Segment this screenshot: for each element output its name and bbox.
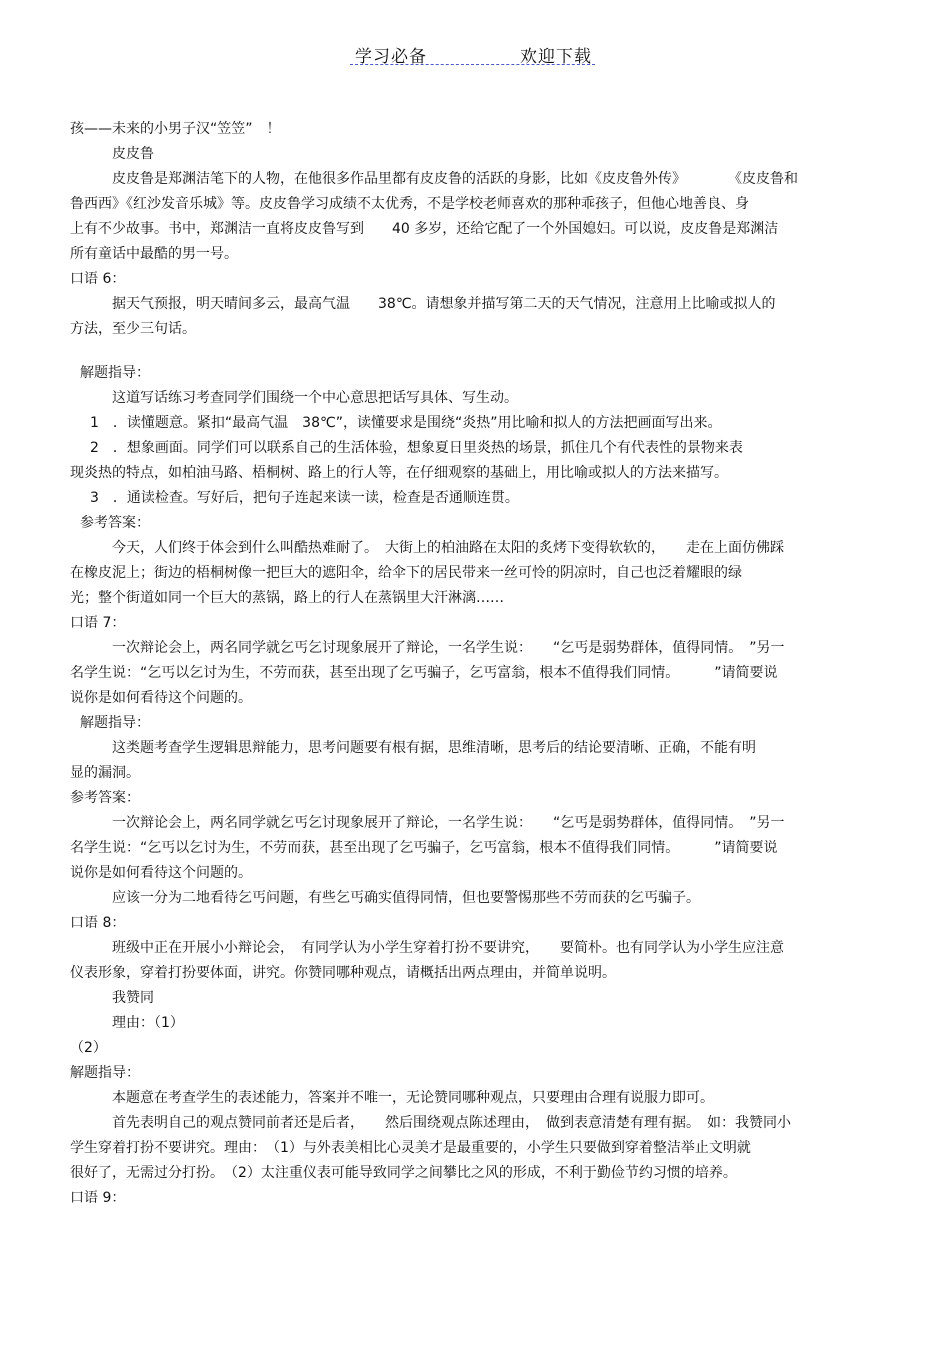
text-line: 解题指导： — [80, 715, 150, 731]
text-line: 学生穿着打扮不要讲究。理由： （1）与外表美相比心灵美才是最重要的，小学生只要做到穿着整洁举止文明就 — [70, 1140, 751, 1156]
text-line: 口语 7： — [70, 615, 126, 631]
text-line: 口语 6： — [70, 271, 126, 287]
text-line: 1 ．读懂题意。紧扣“最高气温 38℃”，读懂要求是围绕“炎热”用比喻和拟人的方法把画面写出来。 — [90, 415, 722, 431]
text-line: 上有不少故事。书中，郑渊洁一直将皮皮鲁写到 40 多岁，还给它配了一个外国媳妇。可以说，皮皮鲁是郑渊洁 — [70, 221, 779, 237]
text-line: 本题意在考查学生的表述能力，答案并不唯一，无论赞同哪种观点，只要理由合理有说服力即可。 — [112, 1090, 714, 1106]
text-line: 说你是如何看待这个问题的。 — [70, 690, 252, 706]
text-line: 参考答案： — [80, 515, 150, 531]
text-line: 解题指导： — [80, 365, 150, 381]
text-line: 很好了，无需过分打扮。 （2）太注重仪表可能导致同学之间攀比之风的形成，不利于勤俭节约习惯的培养。 — [70, 1165, 737, 1181]
text-line: 鲁西西》《红沙发音乐城》等。皮皮鲁学习成绩不太优秀，不是学校老师喜欢的那种乖孩子，但他心地善良、身 — [70, 196, 749, 212]
text-line: 据天气预报，明天晴间多云，最高气温 38℃。请想象并描写第二天的天气情况，注意用上比喻或拟人的 — [112, 296, 776, 312]
text-line: 这类题考查学生逻辑思辩能力，思考问题要有根有据，思维清晰，思考后的结论要清晰、正确，不能有明 — [112, 740, 756, 756]
text-line: 方法，至少三句话。 — [70, 321, 196, 337]
text-line: 名学生说：“乞丐以乞讨为生，不劳而获，甚至出现了乞丐骗子，乞丐富翁，根本不值得我们同情。 ”请简要说 — [70, 665, 778, 681]
text-line: 仪表形象，穿着打扮要体面，讲究。你赞同哪种观点，请概括出两点理由，并简单说明。 — [70, 965, 616, 981]
text-line: 3 ．通读检查。写好后，把句子连起来读一读，检查是否通顺连贯。 — [90, 490, 519, 506]
text-line: 理由：（1） — [112, 1015, 184, 1031]
text-line: 今天，人们终于体会到什么叫酷热难耐了。 大街上的柏油路在太阳的炙烤下变得软软的， 走在上面仿佛踩 — [112, 540, 784, 556]
text-line: 这道写话练习考查同学们围绕一个中心意思把话写具体、写生动。 — [112, 390, 518, 406]
text-line: 口语 9： — [70, 1190, 126, 1206]
text-line: 我赞同 — [112, 990, 154, 1006]
text-line: 现炎热的特点，如柏油马路、梧桐树、路上的行人等，在仔细观察的基础上，用比喻或拟人的方法来描写。 — [70, 465, 728, 481]
text-line: 口语 8： — [70, 915, 126, 931]
page-header — [0, 40, 950, 70]
text-line: 参考答案： — [70, 790, 140, 806]
text-line: 所有童话中最酷的男一号。 — [70, 246, 238, 262]
text-line: 一次辩论会上，两名同学就乞丐乞讨现象展开了辩论，一名学生说： “乞丐是弱势群体，值得同情。 ”另一 — [112, 640, 785, 656]
header-dashed-underline — [350, 64, 595, 65]
text-line: 孩——未来的小男子汉“笠笠” ！ — [70, 121, 281, 137]
text-line: 光；整个街道如同一个巨大的蒸锅，路上的行人在蒸锅里大汗淋漓…… — [70, 590, 504, 606]
text-line: 班级中正在开展小小辩论会， 有同学认为小学生穿着打扮不要讲究， 要简朴。也有同学认为小学生应注意 — [112, 940, 784, 956]
text-line: 在橡皮泥上；街边的梧桐树像一把巨大的遮阳伞，给伞下的居民带来一丝可怜的阴凉时，自己也泛着耀眼的绿 — [70, 565, 742, 581]
header-left-text: 学习必备 — [355, 47, 427, 67]
document-body — [70, 117, 880, 1211]
text-line: 皮皮鲁 — [112, 146, 154, 162]
text-line: 名学生说：“乞丐以乞讨为生，不劳而获，甚至出现了乞丐骗子，乞丐富翁，根本不值得我们同情。 ”请简要说 — [70, 840, 778, 856]
text-line: （2） — [70, 1040, 107, 1056]
text-line: 显的漏洞。 — [70, 765, 140, 781]
text-line: 说你是如何看待这个问题的。 — [70, 865, 252, 881]
text-line: 应该一分为二地看待乞丐问题，有些乞丐确实值得同情，但也要警惕那些不劳而获的乞丐骗子。 — [112, 890, 700, 906]
text-line: 首先表明自己的观点赞同前者还是后者， 然后围绕观点陈述理由， 做到表意清楚有理有据。 如：我赞同小 — [112, 1115, 791, 1131]
text-line: 皮皮鲁是郑渊洁笔下的人物，在他很多作品里都有皮皮鲁的活跃的身影，比如《皮皮鲁外传》 《皮皮鲁和 — [112, 171, 798, 187]
text-line: 解题指导： — [70, 1065, 140, 1081]
text-line: 2 ．想象画面。同学们可以联系自己的生活体验，想象夏日里炎热的场景，抓住几个有代表性的景物来表 — [90, 440, 743, 456]
blank-line — [70, 342, 880, 361]
text-line: 一次辩论会上，两名同学就乞丐乞讨现象展开了辩论，一名学生说： “乞丐是弱势群体，值得同情。 ”另一 — [112, 815, 785, 831]
header-right-text: 欢迎下载 — [520, 47, 592, 67]
